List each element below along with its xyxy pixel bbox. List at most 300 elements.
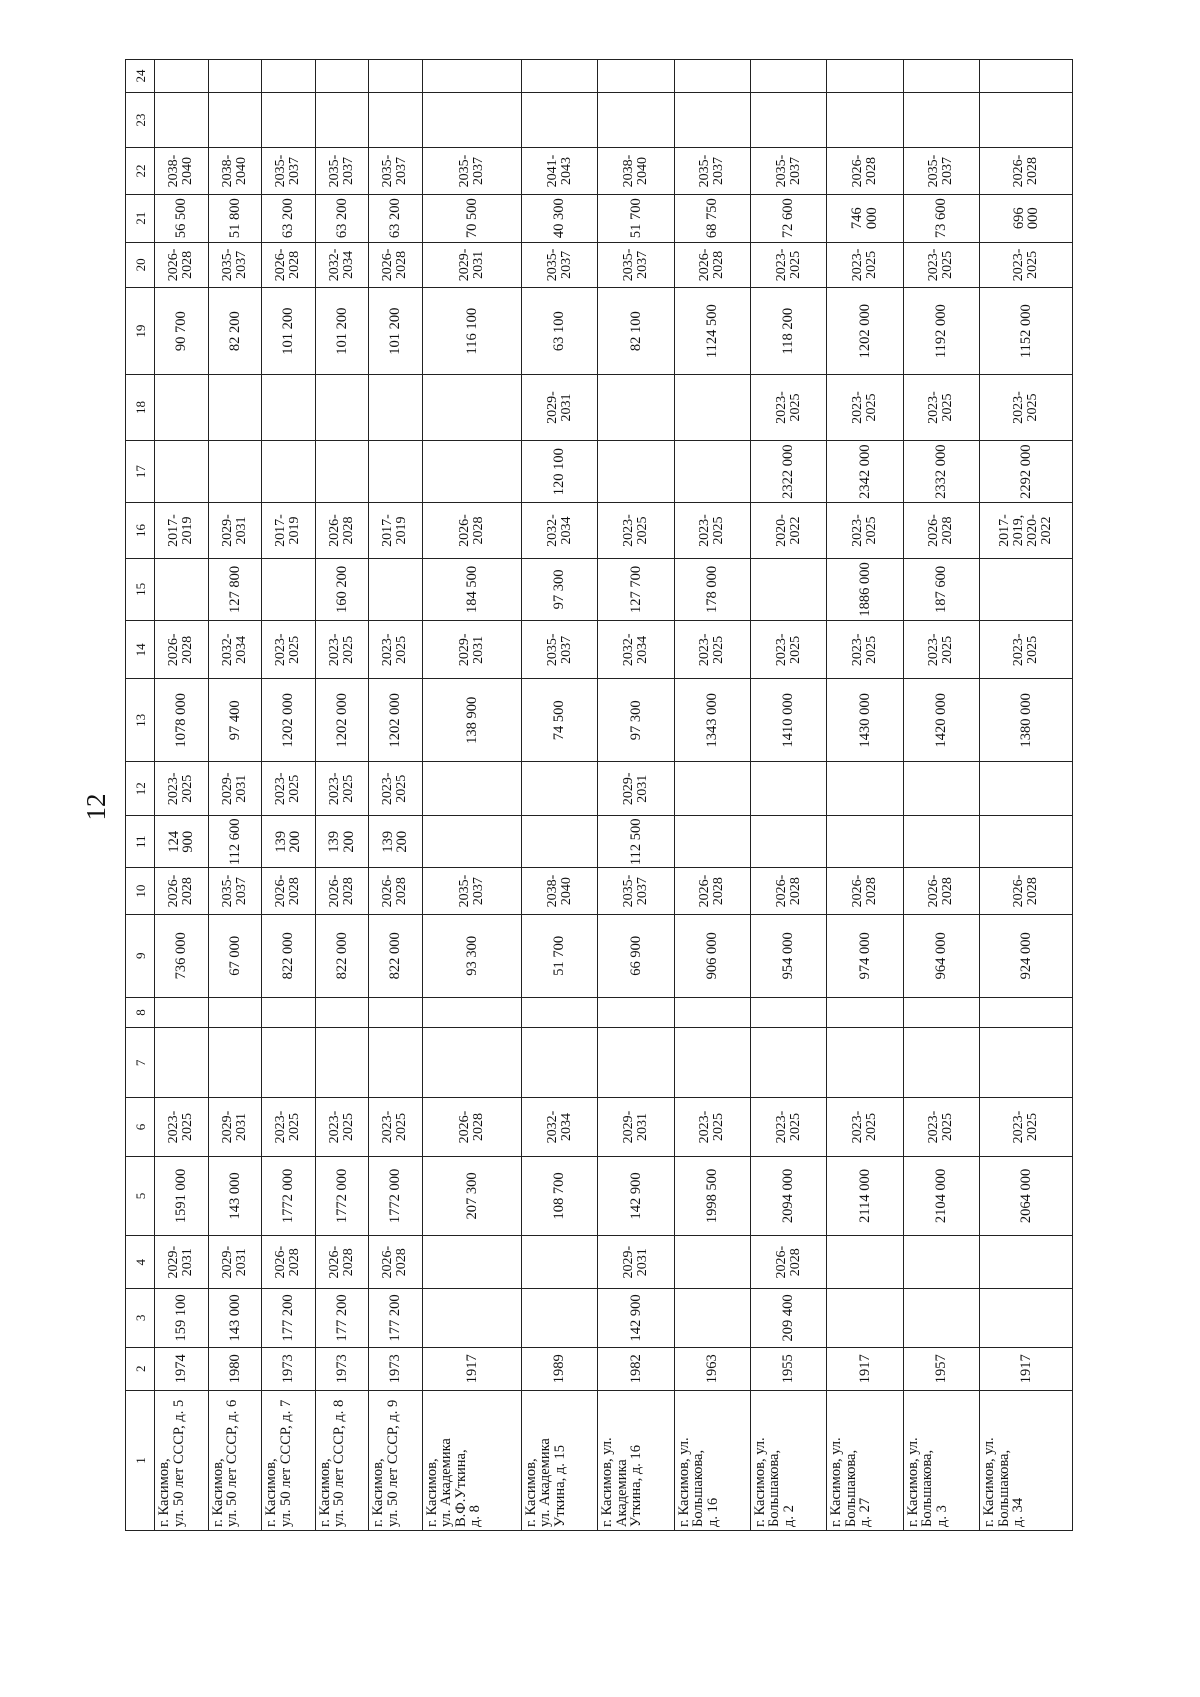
table-cell: 2026- 2028 xyxy=(369,1236,423,1289)
table-cell xyxy=(750,558,826,621)
address-cell: г. Касимов, ул. 50 лет СССР, д. 5 xyxy=(155,1391,209,1531)
table-row xyxy=(521,60,597,1531)
table-cell xyxy=(369,440,423,503)
table-cell: 68 750 xyxy=(674,194,750,242)
table-cell xyxy=(827,1236,903,1289)
table-cell: 2023- 2025 xyxy=(827,242,903,288)
address-cell: г. Касимов, ул. 50 лет СССР, д. 6 xyxy=(208,1391,262,1531)
table-cell: 2023- 2025 xyxy=(903,242,979,288)
address-cell: г. Касимов, ул. Большакова, д. 16 xyxy=(674,1391,750,1531)
table-cell: 97 400 xyxy=(208,679,262,762)
column-header-11: 11 xyxy=(126,816,155,868)
table-cell: 2026- 2028 xyxy=(827,148,903,195)
column-header-3: 3 xyxy=(126,1289,155,1347)
table-cell xyxy=(521,997,597,1028)
table-cell xyxy=(903,1028,979,1098)
data-table xyxy=(125,59,1073,1531)
table-cell: 2026- 2028 xyxy=(262,242,316,288)
table-cell xyxy=(750,997,826,1028)
table-cell xyxy=(422,997,521,1028)
table-cell: 2023- 2025 xyxy=(262,621,316,679)
table-cell: 2023- 2025 xyxy=(903,1098,979,1156)
table-cell: 2035- 2037 xyxy=(598,868,674,915)
column-header-16: 16 xyxy=(126,503,155,558)
table-cell: 82 200 xyxy=(208,288,262,375)
table-cell: 2023- 2025 xyxy=(674,621,750,679)
table-cell: 822 000 xyxy=(315,914,369,997)
table-cell: 954 000 xyxy=(750,914,826,997)
table-cell xyxy=(903,60,979,93)
table-cell: 2029- 2031 xyxy=(155,1236,209,1289)
table-cell: 2029- 2031 xyxy=(208,762,262,816)
table-cell: 2032- 2034 xyxy=(315,242,369,288)
table-cell: 1980 xyxy=(208,1347,262,1390)
table-cell: 187 600 xyxy=(903,558,979,621)
rotated-table-container xyxy=(125,59,1073,1531)
table-cell: 2292 000 xyxy=(980,440,1073,503)
table-cell: 2322 000 xyxy=(750,440,826,503)
address-cell: г. Касимов, ул. 50 лет СССР, д. 8 xyxy=(315,1391,369,1531)
table-cell: 2026- 2028 xyxy=(903,868,979,915)
table-cell: 736 000 xyxy=(155,914,209,997)
table-cell xyxy=(155,440,209,503)
table-row xyxy=(750,60,826,1531)
table-cell: 1202 000 xyxy=(827,288,903,375)
table-cell xyxy=(521,816,597,868)
table-cell xyxy=(262,93,316,148)
table-cell: 97 300 xyxy=(521,558,597,621)
table-cell xyxy=(980,997,1073,1028)
table-cell xyxy=(827,816,903,868)
table-cell: 2035- 2037 xyxy=(315,148,369,195)
table-cell xyxy=(827,1289,903,1347)
table-cell xyxy=(827,997,903,1028)
column-header-18: 18 xyxy=(126,375,155,441)
table-cell xyxy=(903,1236,979,1289)
table-cell: 696 000 xyxy=(980,194,1073,242)
table-cell xyxy=(903,762,979,816)
table-cell: 1973 xyxy=(315,1347,369,1390)
table-cell xyxy=(208,60,262,93)
table-row xyxy=(315,60,369,1531)
table-cell xyxy=(422,762,521,816)
table-cell: 2023- 2025 xyxy=(903,621,979,679)
table-cell xyxy=(262,1028,316,1098)
table-cell: 2026- 2028 xyxy=(262,1236,316,1289)
table-row xyxy=(422,60,521,1531)
table-cell: 2038- 2040 xyxy=(598,148,674,195)
table-cell: 2029- 2031 xyxy=(208,1098,262,1156)
table-cell: 2023- 2025 xyxy=(827,621,903,679)
table-cell: 1591 000 xyxy=(155,1156,209,1236)
table-cell: 1152 000 xyxy=(980,288,1073,375)
table-cell xyxy=(750,60,826,93)
table-cell: 1917 xyxy=(422,1347,521,1390)
table-cell: 2038- 2040 xyxy=(155,148,209,195)
table-cell: 2032- 2034 xyxy=(521,1098,597,1156)
table-cell: 2023- 2025 xyxy=(827,375,903,441)
table-cell: 2035- 2037 xyxy=(598,242,674,288)
column-header-1: 1 xyxy=(126,1391,155,1531)
table-cell xyxy=(369,558,423,621)
table-cell: 184 500 xyxy=(422,558,521,621)
table-cell: 127 800 xyxy=(208,558,262,621)
address-cell: г. Касимов, ул. Большакова, д. 3 xyxy=(903,1391,979,1531)
address-cell: г. Касимов, ул. 50 лет СССР, д. 9 xyxy=(369,1391,423,1531)
table-cell: 2023- 2025 xyxy=(369,1098,423,1156)
table-cell: 40 300 xyxy=(521,194,597,242)
table-cell xyxy=(262,558,316,621)
table-cell xyxy=(980,1236,1073,1289)
table-cell: 2023- 2025 xyxy=(980,1098,1073,1156)
table-cell: 2041- 2043 xyxy=(521,148,597,195)
address-cell: г. Касимов, ул. Академика Уткина, д. 16 xyxy=(598,1391,674,1531)
table-cell xyxy=(674,997,750,1028)
table-cell xyxy=(750,93,826,148)
table-cell xyxy=(674,1028,750,1098)
page-number: 12 xyxy=(81,793,111,821)
column-header-7: 7 xyxy=(126,1028,155,1098)
table-cell: 1420 000 xyxy=(903,679,979,762)
table-cell: 2023- 2025 xyxy=(827,1098,903,1156)
table-cell: 2020- 2022 xyxy=(750,503,826,558)
table-cell xyxy=(674,762,750,816)
table-cell: 66 900 xyxy=(598,914,674,997)
table-cell: 1380 000 xyxy=(980,679,1073,762)
table-cell: 2032- 2034 xyxy=(598,621,674,679)
table-cell xyxy=(422,1236,521,1289)
table-cell xyxy=(980,93,1073,148)
table-cell xyxy=(208,440,262,503)
table-cell: 101 200 xyxy=(369,288,423,375)
table-cell: 2017- 2019, 2020- 2022 xyxy=(980,503,1073,558)
table-cell: 2017- 2019 xyxy=(155,503,209,558)
table-cell: 906 000 xyxy=(674,914,750,997)
table-cell: 924 000 xyxy=(980,914,1073,997)
table-row xyxy=(598,60,674,1531)
table-row xyxy=(980,60,1073,1531)
address-cell: г. Касимов, ул. Большакова, д. 34 xyxy=(980,1391,1073,1531)
table-cell: 1989 xyxy=(521,1347,597,1390)
table-cell: 2023- 2025 xyxy=(750,242,826,288)
table-cell: 82 100 xyxy=(598,288,674,375)
table-cell: 116 100 xyxy=(422,288,521,375)
table-cell xyxy=(422,1028,521,1098)
table-cell: 2026- 2028 xyxy=(369,242,423,288)
table-cell: 178 000 xyxy=(674,558,750,621)
table-cell xyxy=(674,816,750,868)
table-cell xyxy=(980,1028,1073,1098)
table-cell: 2029- 2031 xyxy=(422,621,521,679)
table-cell: 822 000 xyxy=(262,914,316,997)
table-cell: 207 300 xyxy=(422,1156,521,1236)
table-cell: 2035- 2037 xyxy=(208,242,262,288)
table-cell xyxy=(598,440,674,503)
table-cell: 2035- 2037 xyxy=(208,868,262,915)
table-cell: 2023- 2025 xyxy=(903,375,979,441)
table-cell: 2035- 2037 xyxy=(521,621,597,679)
table-cell: 2026- 2028 xyxy=(980,868,1073,915)
table-cell xyxy=(674,1236,750,1289)
table-cell: 139 200 xyxy=(369,816,423,868)
table-cell xyxy=(598,1028,674,1098)
table-cell: 2104 000 xyxy=(903,1156,979,1236)
table-cell: 1917 xyxy=(827,1347,903,1390)
table-cell: 1202 000 xyxy=(369,679,423,762)
table-cell: 2026- 2028 xyxy=(750,868,826,915)
table-cell: 142 900 xyxy=(598,1289,674,1347)
table-cell: 2332 000 xyxy=(903,440,979,503)
table-cell: 160 200 xyxy=(315,558,369,621)
table-cell: 124 900 xyxy=(155,816,209,868)
table-cell: 74 500 xyxy=(521,679,597,762)
table-cell xyxy=(827,60,903,93)
table-cell: 2026- 2028 xyxy=(369,868,423,915)
column-header-9: 9 xyxy=(126,914,155,997)
table-cell: 1772 000 xyxy=(315,1156,369,1236)
column-header-20: 20 xyxy=(126,242,155,288)
table-cell: 97 300 xyxy=(598,679,674,762)
table-cell: 974 000 xyxy=(827,914,903,997)
table-cell xyxy=(521,1028,597,1098)
table-cell: 2023- 2025 xyxy=(827,503,903,558)
table-cell: 139 200 xyxy=(262,816,316,868)
table-cell: 2023- 2025 xyxy=(980,242,1073,288)
table-cell: 2035- 2037 xyxy=(262,148,316,195)
table-cell: 2026- 2028 xyxy=(262,868,316,915)
table-cell xyxy=(315,440,369,503)
address-cell: г. Касимов, ул. 50 лет СССР, д. 7 xyxy=(262,1391,316,1531)
table-cell: 1955 xyxy=(750,1347,826,1390)
column-header-14: 14 xyxy=(126,621,155,679)
table-cell xyxy=(262,60,316,93)
header-row xyxy=(126,60,155,1531)
table-cell: 2026- 2028 xyxy=(315,868,369,915)
table-cell: 2023- 2025 xyxy=(674,1098,750,1156)
table-cell: 2029- 2031 xyxy=(521,375,597,441)
column-header-23: 23 xyxy=(126,93,155,148)
table-cell: 2026- 2028 xyxy=(903,503,979,558)
table-cell: 177 200 xyxy=(315,1289,369,1347)
table-cell: 2342 000 xyxy=(827,440,903,503)
table-cell: 142 900 xyxy=(598,1156,674,1236)
table-cell: 1410 000 xyxy=(750,679,826,762)
column-header-13: 13 xyxy=(126,679,155,762)
table-row xyxy=(208,60,262,1531)
table-cell xyxy=(827,93,903,148)
table-cell: 2023- 2025 xyxy=(750,621,826,679)
table-cell: 70 500 xyxy=(422,194,521,242)
table-cell xyxy=(208,93,262,148)
table-cell xyxy=(980,558,1073,621)
column-header-2: 2 xyxy=(126,1347,155,1390)
column-header-21: 21 xyxy=(126,194,155,242)
table-cell xyxy=(980,816,1073,868)
address-cell: г. Касимов, ул. Академика Уткина, д. 15 xyxy=(521,1391,597,1531)
table-cell: 2023- 2025 xyxy=(980,375,1073,441)
table-cell xyxy=(155,997,209,1028)
table-cell xyxy=(521,93,597,148)
table-cell: 118 200 xyxy=(750,288,826,375)
table-cell: 1772 000 xyxy=(369,1156,423,1236)
table-cell xyxy=(422,93,521,148)
table-cell: 108 700 xyxy=(521,1156,597,1236)
table-cell: 1202 000 xyxy=(315,679,369,762)
table-cell xyxy=(315,997,369,1028)
table-cell: 1202 000 xyxy=(262,679,316,762)
table-cell: 2026- 2028 xyxy=(315,503,369,558)
table-cell: 2026- 2028 xyxy=(155,868,209,915)
table-cell xyxy=(674,60,750,93)
table-cell xyxy=(422,60,521,93)
table-cell xyxy=(369,997,423,1028)
table-cell xyxy=(980,762,1073,816)
table-cell xyxy=(315,93,369,148)
table-cell: 51 700 xyxy=(598,194,674,242)
column-header-17: 17 xyxy=(126,440,155,503)
table-cell: 1973 xyxy=(262,1347,316,1390)
table-cell xyxy=(674,93,750,148)
table-cell xyxy=(903,997,979,1028)
table-cell xyxy=(598,997,674,1028)
table-cell: 2023- 2025 xyxy=(980,621,1073,679)
table-cell: 120 100 xyxy=(521,440,597,503)
table-cell xyxy=(674,1289,750,1347)
table-cell: 2094 000 xyxy=(750,1156,826,1236)
table-cell: 101 200 xyxy=(315,288,369,375)
table-cell: 2026- 2028 xyxy=(674,242,750,288)
table-cell xyxy=(155,558,209,621)
table-cell: 2038- 2040 xyxy=(521,868,597,915)
table-cell: 2023- 2025 xyxy=(369,762,423,816)
table-cell: 2064 000 xyxy=(980,1156,1073,1236)
table-cell: 746 000 xyxy=(827,194,903,242)
table-cell xyxy=(422,375,521,441)
table-row xyxy=(262,60,316,1531)
column-header-12: 12 xyxy=(126,762,155,816)
table-cell: 2023- 2025 xyxy=(155,1098,209,1156)
table-cell: 143 000 xyxy=(208,1289,262,1347)
column-header-8: 8 xyxy=(126,997,155,1028)
table-cell xyxy=(369,93,423,148)
address-cell: г. Касимов, ул. Большакова, д. 27 xyxy=(827,1391,903,1531)
table-cell: 2035- 2037 xyxy=(903,148,979,195)
table-cell xyxy=(262,440,316,503)
table-cell: 2114 000 xyxy=(827,1156,903,1236)
table-cell: 63 100 xyxy=(521,288,597,375)
table-cell xyxy=(521,1236,597,1289)
table-cell: 101 200 xyxy=(262,288,316,375)
table-cell: 2029- 2031 xyxy=(598,762,674,816)
table-row xyxy=(827,60,903,1531)
table-cell: 2026- 2028 xyxy=(422,503,521,558)
table-cell: 1957 xyxy=(903,1347,979,1390)
table-cell: 139 200 xyxy=(315,816,369,868)
table-cell: 2035- 2037 xyxy=(750,148,826,195)
table-row xyxy=(674,60,750,1531)
table-cell: 90 700 xyxy=(155,288,209,375)
table-cell xyxy=(315,60,369,93)
table-cell xyxy=(903,1289,979,1347)
table-cell xyxy=(521,1289,597,1347)
table-cell xyxy=(521,60,597,93)
table-cell xyxy=(369,60,423,93)
table-cell xyxy=(674,375,750,441)
table-cell xyxy=(980,60,1073,93)
table-cell: 2023- 2025 xyxy=(315,621,369,679)
table-cell xyxy=(903,816,979,868)
table-cell: 1998 500 xyxy=(674,1156,750,1236)
table-cell: 2032- 2034 xyxy=(521,503,597,558)
table-cell: 2026- 2028 xyxy=(674,868,750,915)
table-cell: 138 900 xyxy=(422,679,521,762)
table-cell: 1192 000 xyxy=(903,288,979,375)
table-cell: 2035- 2037 xyxy=(422,148,521,195)
table-cell: 93 300 xyxy=(422,914,521,997)
table-cell: 2029- 2031 xyxy=(598,1236,674,1289)
address-cell: г. Касимов, ул. Академика В.Ф.Уткина, д. 8 xyxy=(422,1391,521,1531)
table-cell: 2026- 2028 xyxy=(155,621,209,679)
table-cell: 2035- 2037 xyxy=(369,148,423,195)
column-header-15: 15 xyxy=(126,558,155,621)
table-cell: 1124 500 xyxy=(674,288,750,375)
table-cell: 51 700 xyxy=(521,914,597,997)
table-cell: 2029- 2031 xyxy=(208,1236,262,1289)
table-row xyxy=(155,60,209,1531)
table-cell: 1886 000 xyxy=(827,558,903,621)
table-cell xyxy=(315,375,369,441)
table-cell: 63 200 xyxy=(369,194,423,242)
column-header-4: 4 xyxy=(126,1236,155,1289)
table-cell xyxy=(750,1028,826,1098)
table-cell: 73 600 xyxy=(903,194,979,242)
table-cell: 159 100 xyxy=(155,1289,209,1347)
table-cell: 51 800 xyxy=(208,194,262,242)
table-cell: 1973 xyxy=(369,1347,423,1390)
table-cell: 2023- 2025 xyxy=(750,1098,826,1156)
table-cell: 2029- 2031 xyxy=(598,1098,674,1156)
column-header-19: 19 xyxy=(126,288,155,375)
table-cell xyxy=(155,93,209,148)
table-cell: 2035- 2037 xyxy=(674,148,750,195)
column-header-10: 10 xyxy=(126,868,155,915)
table-cell: 56 500 xyxy=(155,194,209,242)
table-cell: 1772 000 xyxy=(262,1156,316,1236)
table-cell: 2029- 2031 xyxy=(422,242,521,288)
table-cell xyxy=(827,1028,903,1098)
table-row xyxy=(903,60,979,1531)
table-cell xyxy=(262,375,316,441)
table-cell xyxy=(208,375,262,441)
table-cell xyxy=(208,1028,262,1098)
table-cell xyxy=(155,1028,209,1098)
table-cell: 112 600 xyxy=(208,816,262,868)
table-cell xyxy=(750,762,826,816)
table-cell: 1963 xyxy=(674,1347,750,1390)
table-cell xyxy=(980,1289,1073,1347)
table-cell: 2023- 2025 xyxy=(262,762,316,816)
table-cell: 2023- 2025 xyxy=(155,762,209,816)
table-cell xyxy=(155,375,209,441)
table-cell: 2026- 2028 xyxy=(827,868,903,915)
table-body xyxy=(155,60,1073,1531)
table-cell xyxy=(369,375,423,441)
table-cell: 2023- 2025 xyxy=(315,1098,369,1156)
table-cell: 2023- 2025 xyxy=(369,621,423,679)
table-cell: 2029- 2031 xyxy=(208,503,262,558)
table-cell: 2017- 2019 xyxy=(369,503,423,558)
table-cell: 2038- 2040 xyxy=(208,148,262,195)
